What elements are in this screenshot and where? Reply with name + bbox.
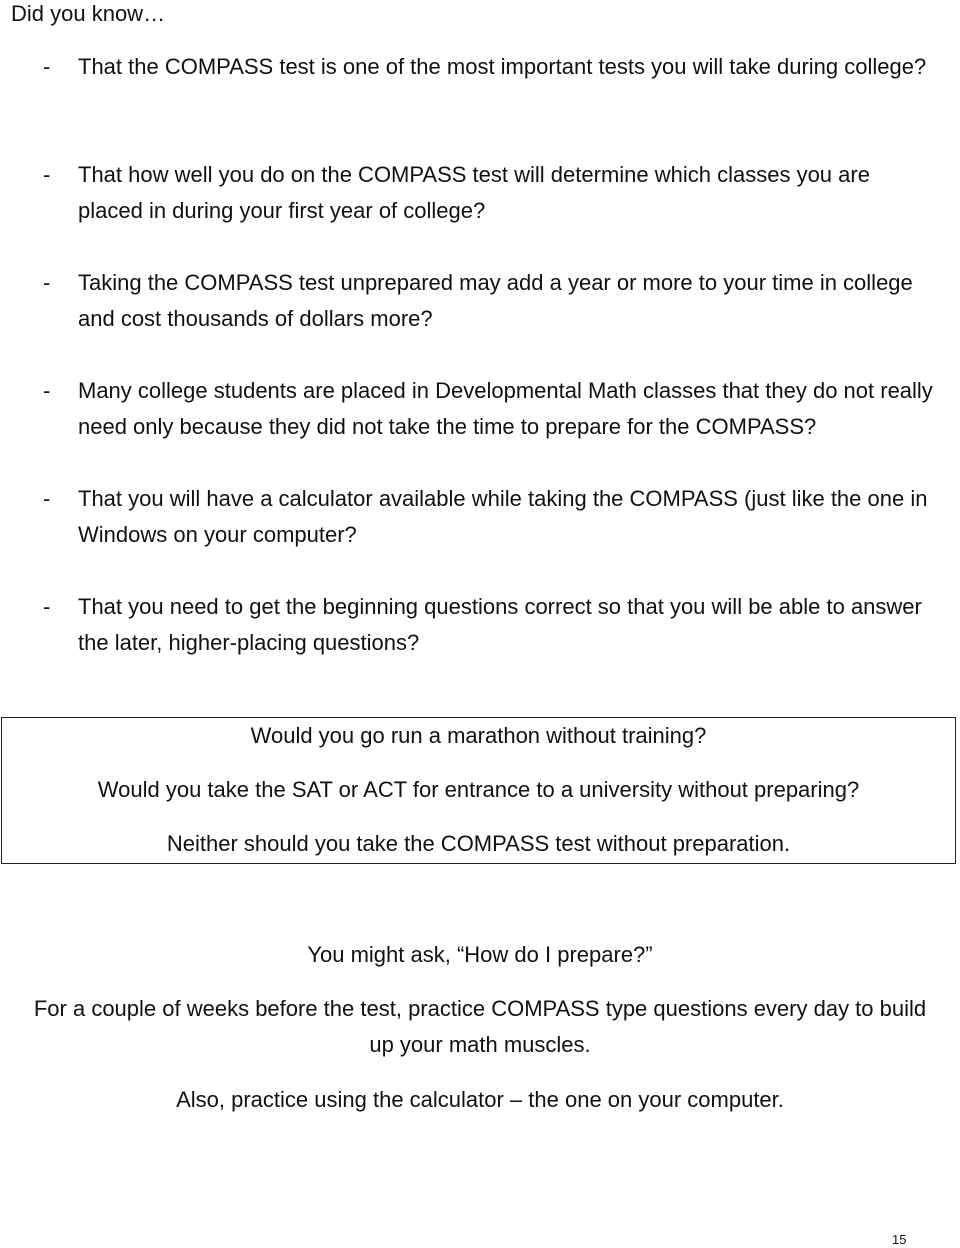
bullet-dash: -	[43, 594, 51, 619]
fact-text: That you need to get the beginning questions correct so that you will be able to answer the later, higher-placing questions?	[78, 594, 922, 655]
page-number: 15	[892, 1232, 907, 1247]
fact-item	[0, 265, 960, 373]
callout-box	[1, 717, 956, 864]
bullet-dash: -	[43, 486, 51, 511]
callout-sat-act-question: Would you take the SAT or ACT for entrance to a university without preparing?	[97, 777, 860, 802]
fact-item	[0, 589, 960, 697]
did-you-know-list	[0, 49, 960, 697]
page-heading: Did you know…	[11, 1, 166, 26]
fact-item	[0, 49, 960, 157]
fact-item	[0, 481, 960, 589]
fact-text: Taking the COMPASS test unprepared may add a year or more to your time in college and cost thousands of dollars more?	[78, 270, 913, 331]
fact-text: Many college students are placed in Developmental Math classes that they do not really need only because they did not take the time to prepare for the COMPASS?	[78, 378, 933, 439]
fact-text: That the COMPASS test is one of the most important tests you will take during college?	[78, 54, 927, 79]
callout-compass-statement: Neither should you take the COMPASS test without preparation.	[166, 831, 791, 856]
callout-marathon-question: Would you go run a marathon without training?	[250, 723, 707, 748]
fact-item	[0, 157, 960, 265]
bullet-dash: -	[43, 54, 51, 79]
fact-item	[0, 373, 960, 481]
calculator-tip: Also, practice using the calculator – the one on your computer.	[176, 1087, 784, 1112]
bullet-dash: -	[43, 378, 51, 403]
bullet-dash: -	[43, 162, 51, 187]
bullet-dash: -	[43, 270, 51, 295]
fact-text: That how well you do on the COMPASS test will determine which classes you are placed in during your first year of college?	[78, 162, 870, 223]
practice-advice: For a couple of weeks before the test, practice COMPASS type questions every day to build up your math muscles.	[33, 996, 927, 1057]
fact-text: That you will have a calculator available while taking the COMPASS (just like the one in Windows on your computer?	[78, 486, 928, 547]
prepare-question: You might ask, “How do I prepare?”	[307, 942, 653, 967]
